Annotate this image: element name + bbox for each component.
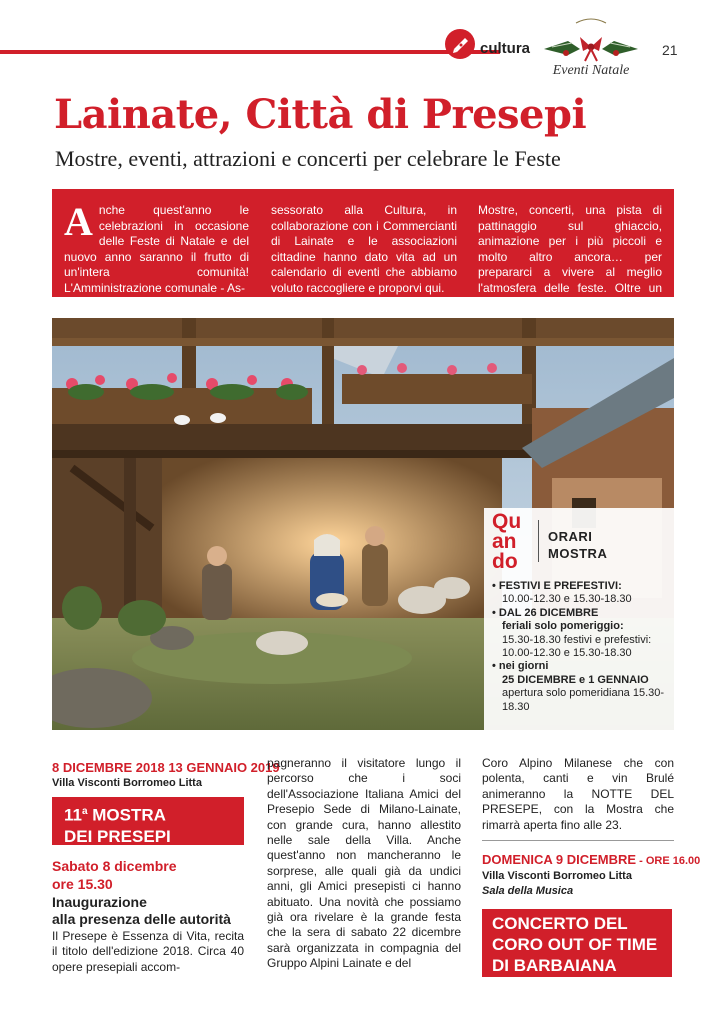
opening-hours-box — [484, 508, 674, 730]
concert-venue: Villa Visconti Borromeo Litta — [482, 870, 632, 882]
hours-item-subtitle: 25 DICEMBRE e 1 GENNAIO — [502, 673, 649, 686]
page-number: 21 — [662, 42, 678, 58]
intro-text-2: sessorato alla Cultura, in collaborazione con i Commercianti di Lainate e le associazioni cittadine hanno dato vita ad un calendario di eventi che abbiamo voluto raccogliere e proporvi qui. — [271, 203, 457, 295]
header-rule — [0, 50, 500, 54]
category-badge — [445, 29, 475, 59]
exhibit-description: Il Presepe è Essenza di Vita, recita il titolo dell'edizione 2018. Circa 40 opere presepiali accom- — [52, 929, 244, 974]
exhibit-title-word: MOSTRA — [87, 805, 166, 825]
concert-date: DOMENICA 9 DICEMBRE — [482, 852, 637, 867]
hours-item-subtitle: feriali solo pomeriggio: — [502, 620, 624, 633]
exhibit-title-box — [52, 797, 244, 845]
hours-item-title: • DAL 26 DICEMBRE — [492, 606, 599, 619]
concert-time: - ORE 16.00 — [636, 855, 701, 867]
notte-presepe-text: Coro Alpino Milanese che con polenta, canti e vin Brulé animeranno la NOTTE DEL PRESEPE, con la Mostra che rimarrà aperta fino alle 23. — [482, 756, 674, 832]
concert-room: Sala della Musica — [482, 885, 574, 897]
quando-divider — [538, 520, 539, 562]
category-label: cultura — [480, 40, 531, 57]
concert-title-line-3: DI BARBAIANA — [492, 956, 617, 975]
exhibit-edition: 11 — [64, 805, 82, 825]
eventi-natale-logo — [538, 15, 644, 81]
page-title: Lainate, Città di Presepi — [54, 91, 587, 138]
quando-letters-1: Qu — [492, 510, 522, 533]
concert-date-line — [482, 852, 700, 867]
exhibit-title-line-2: DEI PRESEPI — [64, 826, 171, 846]
inauguration-day: Sabato 8 dicembre — [52, 858, 177, 874]
concert-title-line-1: CONCERTO DEL — [492, 914, 628, 933]
intro-text-1: nche quest'anno le celebrazioni in occasione delle Feste di Natale e del nuovo anno saranno il frutto di un'intera comunità! L'Amministrazione comunale - As- — [64, 203, 249, 295]
inauguration-time: ore 15.30 — [52, 876, 113, 892]
hours-item-title: • nei giorni — [492, 660, 549, 673]
exhibit-title-line-1 — [64, 801, 244, 826]
logo-text: Eventi Natale — [552, 63, 630, 78]
quando-letters-2: an — [492, 530, 517, 553]
page-subtitle: Mostre, eventi, attrazioni e concerti per celebrare le Feste — [55, 146, 561, 171]
hours-item-text: 15.30-18.30 festivi e prefestivi: 10.00-12.30 e 15.30-18.30 — [502, 633, 652, 660]
hours-item-title: • FESTIVI E PREFESTIVI: — [492, 580, 622, 592]
hours-heading-2: MOSTRA — [548, 546, 608, 561]
hours-list — [492, 580, 670, 714]
exhibit-edition-suffix: a — [81, 806, 88, 817]
intro-box — [52, 189, 674, 311]
exhibit-venue: Villa Visconti Borromeo Litta — [52, 777, 202, 789]
inauguration-title-2: alla presenza delle autorità — [52, 911, 231, 927]
pen-nib-icon — [445, 29, 475, 59]
hours-item-text: 10.00-12.30 e 15.30-18.30 — [502, 593, 632, 606]
intro-text-3: Mostre, concerti, una pista di pattinaggio sul ghiaccio, animazione per i più piccoli e molto altro ancora… per prepararci a vivere al meglio l'atmosfera delle feste. Oltre un mese di iniziative da non perdere! — [478, 203, 662, 311]
quando-letters-3: do — [492, 550, 518, 573]
hours-heading-1: ORARI — [548, 529, 593, 544]
column-divider — [482, 840, 674, 841]
concert-title-line-2: CORO OUT OF TIME — [492, 935, 658, 954]
intro-column-1 — [64, 199, 249, 297]
concert-title-box — [482, 909, 672, 977]
exhibit-dates: 8 DICEMBRE 2018 13 GENNAIO 2019 — [52, 760, 280, 775]
exhibit-description-continued: pagneranno il visitatore lungo il percorso che i soci dell'Associazione Italiana Amici del Presepio Sede di Milano-Lainate, con grande cura, hanno allestito nelle sale della Villa. Anche quest'anno non mancheranno le sorprese, alle quali già da undici anni, gli Amici presepisti ci hanno abituato. Una novità che possiamo già ora rivelare è la grande festa che la sera di sabato 22 dicembre sarà organizzata in compagnia del Gruppo Alpini Lainate e del — [267, 756, 461, 971]
inauguration-title-1: Inaugurazione — [52, 894, 147, 910]
hours-item-text: apertura solo pomeridiana 15.30-18.30 — [502, 687, 665, 713]
drop-cap: A — [64, 199, 93, 244]
